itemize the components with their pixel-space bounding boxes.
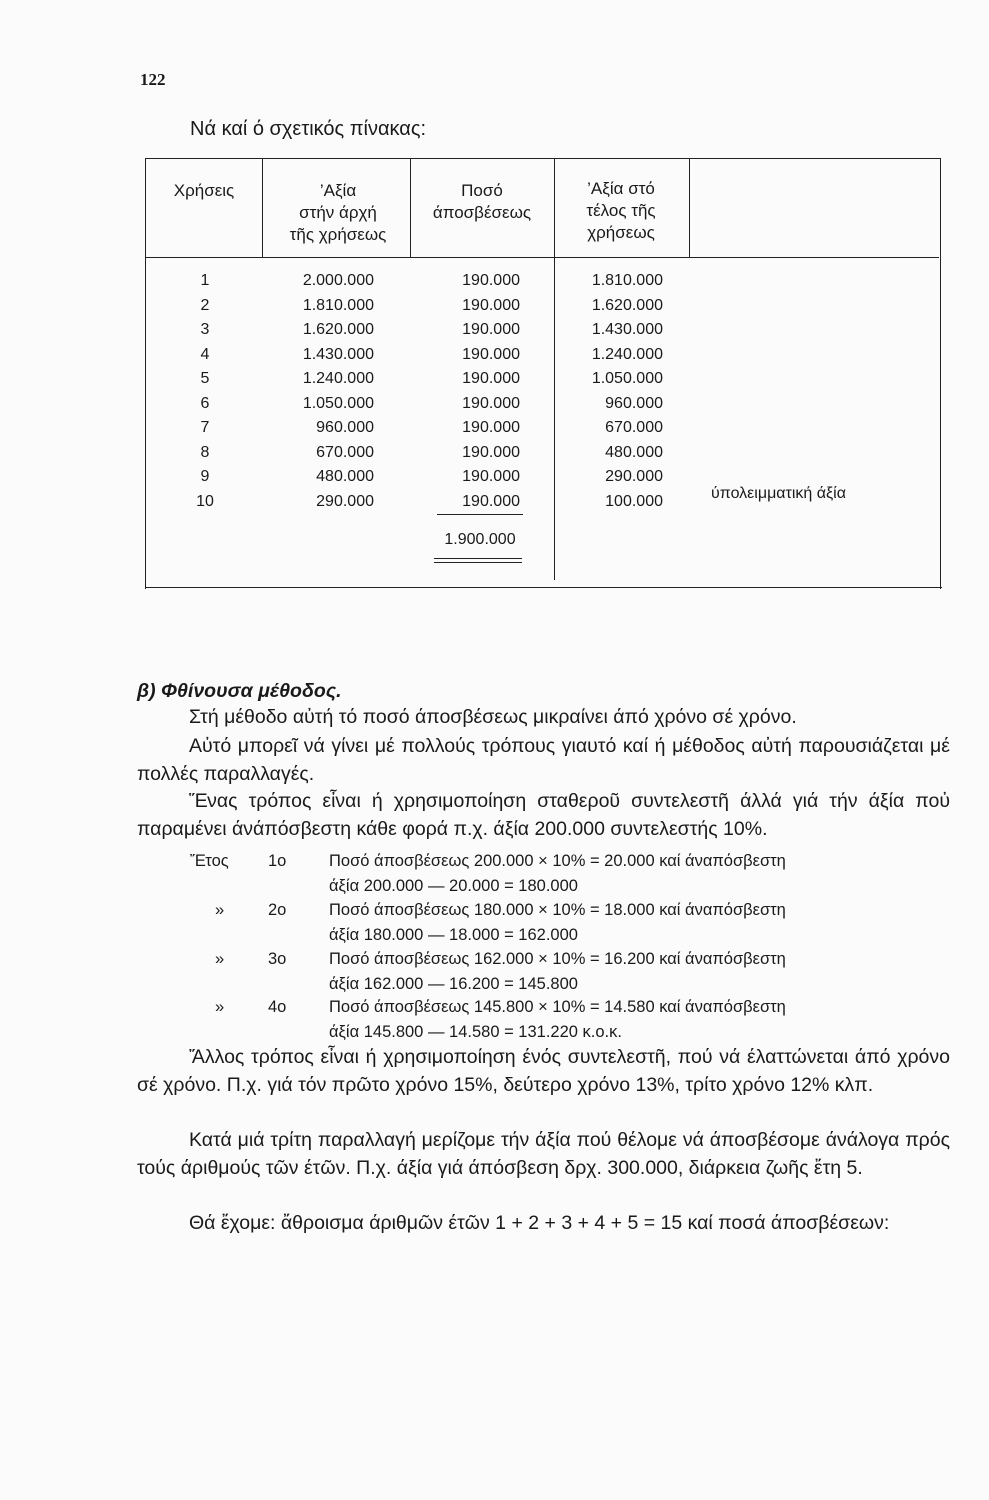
col-divider (262, 158, 263, 258)
year-cell: 5 (200, 370, 210, 387)
depreciation-cell: 190.000 (462, 443, 520, 461)
header-end-value: ’Αξία στό τέλος τῆς χρήσεως (586, 179, 656, 242)
example-year: 3ο (268, 950, 287, 968)
start-value-cell: 1.050.000 (302, 394, 374, 412)
example-year: 1ο (268, 852, 287, 870)
start-value-cell: 960.000 (316, 419, 374, 436)
paragraph: Ἄλλος τρόπος εἶναι ή χρησιμοποίηση ένός συντελεστῆ, πού νά έλαττώνεται άπό χρόνο σέ χρόνο. Π.χ. γιά τόν πρῶτο χρόνο 15%, δεύτερο χρόνο 13%, τρίτο χρόνο 12% κλπ. (137, 1046, 950, 1096)
end-value-cell: 1.050.000 (591, 370, 663, 387)
depreciation-cell: 190.000 (462, 468, 520, 485)
paragraph: Ἕνας τρόπος εἶναι ή χρησιμοποίηση σταθεροῦ συντελεστῆ άλλά γιά τήν άξία ποὐ παραμένει άνάπόσβεστη κάθε φορά π.χ. άξία 200.000 συντελεστής 10%. (137, 790, 950, 840)
year-cell: 1 (200, 272, 210, 289)
start-value-cell: 2.000.000 (302, 272, 374, 289)
start-value-cell: 1.810.000 (302, 296, 374, 314)
col-divider (410, 158, 411, 258)
header-depreciation: Ποσό άποσβέσεως (432, 181, 532, 222)
sum-rule (437, 514, 523, 515)
depreciation-cell: 190.000 (462, 296, 520, 314)
intro-text: Νά καί ό σχετικός πίνακας: (190, 118, 427, 140)
end-value-cell: 1.240.000 (591, 345, 663, 363)
year-cell: 2 (200, 296, 210, 314)
year-cell: 9 (200, 468, 210, 485)
depreciation-cell: 190.000 (462, 272, 520, 289)
year-cell: 6 (200, 394, 210, 412)
year-cell: 4 (200, 345, 210, 363)
example-line: άξία 200.000 — 20.000 = 180.000 (329, 877, 578, 895)
depreciation-cell: 190.000 (462, 492, 520, 510)
year-cell: 7 (200, 419, 210, 436)
double-rule-bottom (434, 562, 522, 563)
start-value-cell: 480.000 (316, 468, 374, 485)
end-value-cell: 670.000 (605, 419, 663, 436)
example-line: Ποσό άποσβέσεως 180.000 × 10% = 18.000 καί άναπόσβεστη (329, 901, 786, 919)
depreciation-cell: 190.000 (462, 345, 520, 363)
paragraph: Κατά μιά τρίτη παραλλαγή μερίζομε τήν άξία πού θέλομε νά άποσβέσομε άνάλογα πρός τούς άριθμούς τῶν έτῶν. Π.χ. άξία γιά άπόσβεση δρχ. 300.000, διάρκεια ζωῆς ἔτη 5. (137, 1129, 950, 1179)
end-value-cell: 290.000 (605, 468, 663, 485)
page-number: 122 (140, 70, 166, 89)
total-depreciation: 1.900.000 (444, 531, 516, 548)
year-cell: 8 (200, 443, 210, 461)
start-value-cell: 1.430.000 (302, 345, 374, 363)
col-divider (554, 158, 555, 580)
example-line: άξία 162.000 — 16.200 = 145.800 (329, 975, 578, 993)
residual-value-note: ύπολειμματική άξία (711, 485, 846, 502)
example-line: άξία 145.800 — 14.580 = 131.220 κ.ο.κ. (329, 1023, 622, 1041)
paragraph: Αὐτό μπορεῖ νά γίνει μέ πολλούς τρόπους γιαυτό καί ή μέθοδος αὐτή παρουσιάζεται μέ πολλές παραλλαγές. (137, 735, 950, 785)
example-label: » (215, 998, 225, 1016)
start-value-cell: 670.000 (316, 443, 374, 461)
example-line: Ποσό άποσβέσεως 200.000 × 10% = 20.000 καί άναπόσβεστη (329, 852, 786, 870)
header-rule (145, 257, 939, 258)
example-line: άξία 180.000 — 18.000 = 162.000 (329, 926, 578, 944)
start-value-cell: 1.620.000 (302, 321, 374, 338)
paragraph: Στή μέθοδο αὐτή τό ποσό άποσβέσεως μικραίνει άπό χρόνο σέ χρόνο. (189, 706, 797, 728)
start-value-cell: 290.000 (316, 492, 374, 510)
col-divider (689, 158, 690, 258)
end-value-cell: 480.000 (605, 443, 663, 461)
example-label: » (215, 950, 225, 968)
end-value-cell: 1.620.000 (591, 296, 663, 314)
header-start-value: ’Αξία στήν άρχή τῆς χρήσεως (289, 181, 387, 244)
paragraph: Θά ἔχομε: ἄθροισμα άριθμῶν έτῶν 1 + 2 + 3 + 4 + 5 = 15 καί ποσά άποσβέσεων: (189, 1212, 890, 1234)
example-label: Ἔτος (190, 852, 229, 870)
example-year: 4ο (268, 998, 287, 1016)
section-heading: β) Φθίνουσα μέθοδος. (137, 680, 342, 702)
year-cell: 10 (196, 492, 214, 510)
end-value-cell: 1.430.000 (591, 321, 663, 338)
year-cell: 3 (200, 321, 210, 338)
example-label: » (215, 901, 225, 919)
table-bottom-rule (145, 587, 942, 588)
double-rule-top (434, 558, 522, 559)
example-line: Ποσό άποσβέσεως 145.800 × 10% = 14.580 καί άναπόσβεστη (329, 998, 786, 1016)
depreciation-cell: 190.000 (462, 321, 520, 338)
example-line: Ποσό άποσβέσεως 162.000 × 10% = 16.200 καί άναπόσβεστη (329, 950, 786, 968)
end-value-cell: 960.000 (605, 394, 663, 412)
example-year: 2ο (268, 901, 287, 919)
end-value-cell: 1.810.000 (591, 272, 663, 289)
depreciation-cell: 190.000 (462, 370, 520, 387)
start-value-cell: 1.240.000 (302, 370, 374, 387)
header-years: Χρήσεις (173, 181, 235, 200)
depreciation-cell: 190.000 (462, 394, 520, 412)
end-value-cell: 100.000 (605, 492, 663, 510)
depreciation-cell: 190.000 (462, 419, 520, 436)
